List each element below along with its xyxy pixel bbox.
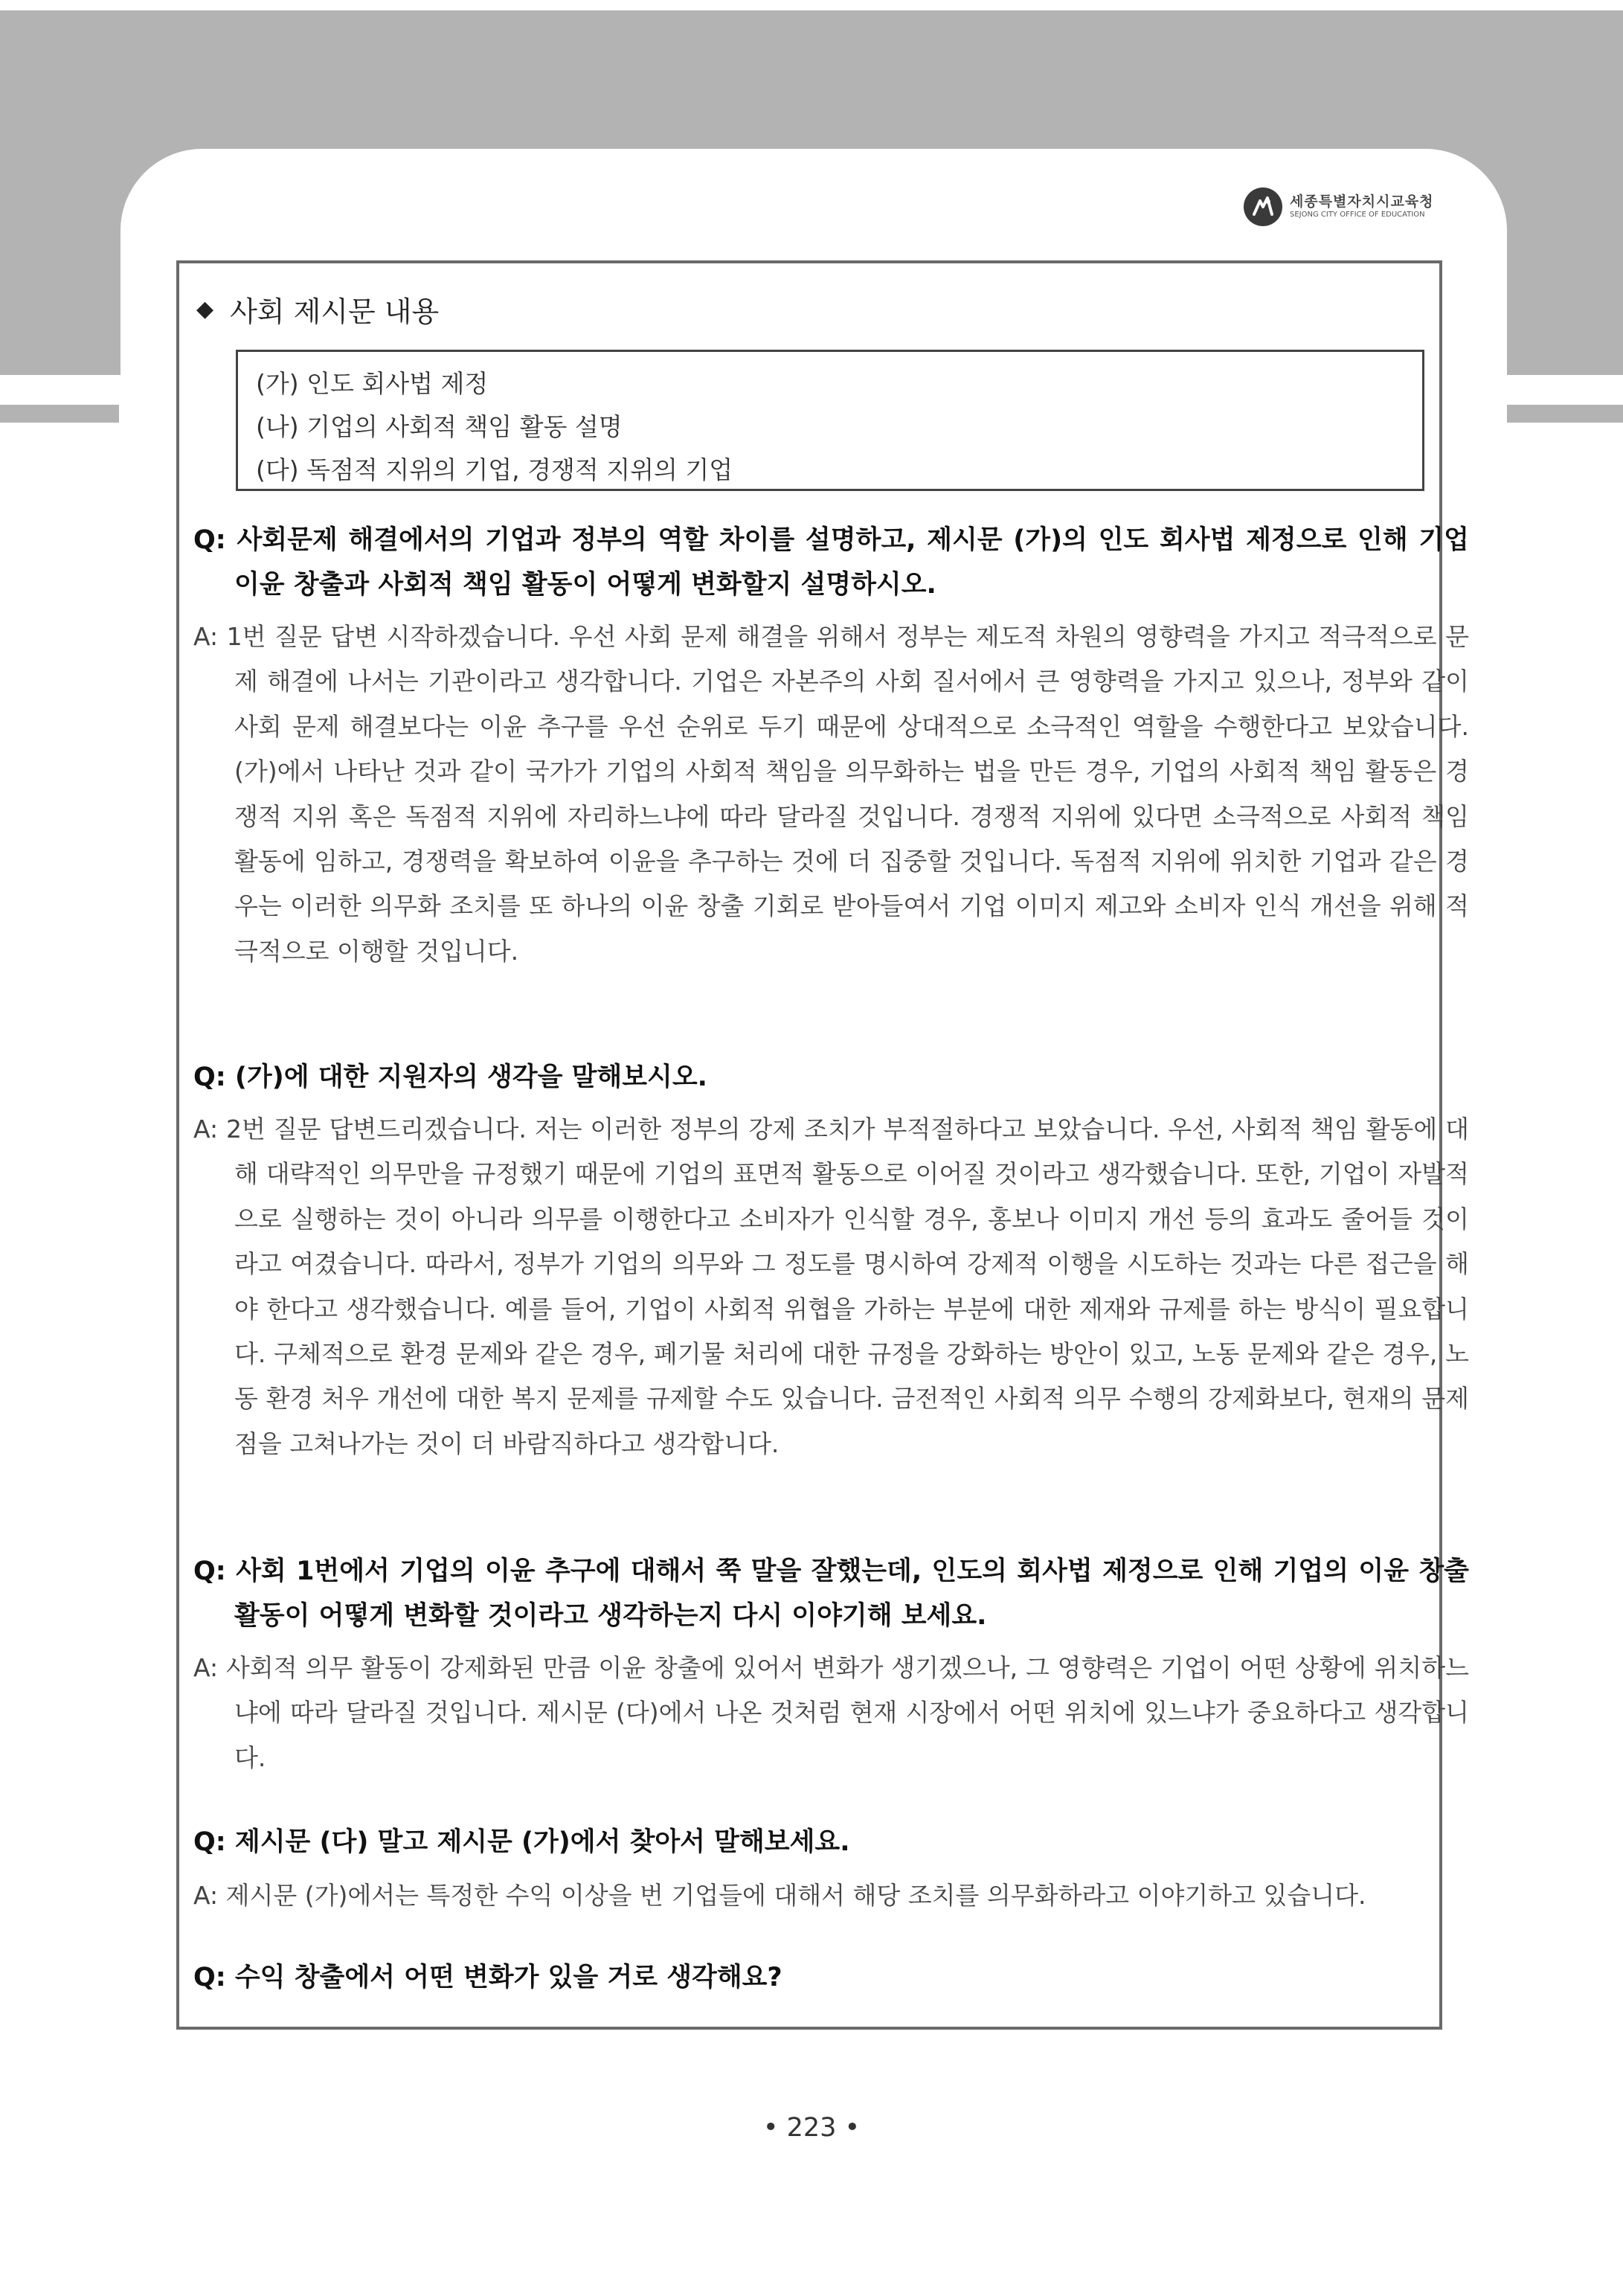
question-1: Q: 사회문제 해결에서의 기업과 정부의 역할 차이를 설명하고, 제시문 (가)의 인도 회사법 제정으로 인해 기업 이윤 창출과 사회적 책임 활동이 어떻게 변화할지 설명하시오. xyxy=(193,525,1469,600)
page-number: • 223 • xyxy=(762,2113,861,2143)
prompt-item: (다) 독점적 지위의 기업, 경쟁적 지위의 기업 xyxy=(256,455,733,484)
section-title: 사회 제시문 내용 xyxy=(230,295,440,328)
prompt-box xyxy=(236,350,1424,491)
prompt-item: (나) 기업의 사회적 책임 활동 설명 xyxy=(256,412,623,441)
right-side-strip xyxy=(1507,405,1623,423)
diamond-bullet-icon: ◆ xyxy=(196,296,214,322)
question-5: Q: 수익 창출에서 어떤 변화가 있을 거로 생각해요? xyxy=(193,1963,782,1992)
answer-1: A: 1번 질문 답변 시작하겠습니다. 우선 사회 문제 해결을 위해서 정부는 제도적 차원의 영향력을 가지고 적극적으로 문제 해결에 나서는 기관이라고 생각합니다. 기업은 자본주의 사회 질서에서 큰 영향력을 가지고 있으나, 정부와 같이 사회 문제 해결보다는 이윤 추구를 우선 순위로 두기 때문에 상대적으로 소극적인 역할을 수행한다고 보았습니다. (가)에서 나타난 것과 같이 국가가 기업의 사회적 책임을 의무화하는 법을 만든 경우, 기업의 사회적 책임 활동은 경쟁적 지위 혹은 독점적 지위에 자리하느냐에 따라 달라질 것입니다. 경쟁적 지위에 있다면 소극적으로 사회적 책임 활동에 임하고, 경쟁력을 확보하여 이윤을 추구하는 것에 더 집중할 것입니다. 독점적 지위에 위치한 기업과 같은 경우는 이러한 의무화 조치를 또 하나의 이윤 창출 기회로 받아들여서 기업 이미지 제고와 소비자 인식 개선을 위해 적극적으로 이행할 것입니다. xyxy=(193,622,1469,966)
logo-korean-name: 세종특별자치시교육청 xyxy=(1290,193,1434,211)
question-4: Q: 제시문 (다) 말고 제시문 (가)에서 찾아서 말해보세요. xyxy=(193,1827,850,1857)
logo-text xyxy=(1290,194,1434,219)
logo-english-name: SEJONG CITY OFFICE OF EDUCATION xyxy=(1290,211,1425,219)
answer-2: A: 2번 질문 답변드리겠습니다. 저는 이러한 정부의 강제 조치가 부적절하다고 보았습니다. 우선, 사회적 책임 활동에 대해 대략적인 의무만을 규정했기 때문에 기업의 표면적 활동으로 이어질 것이라고 생각했습니다. 또한, 기업이 자발적으로 실행하는 것이 아니라 의무를 이행한다고 소비자가 인식할 경우, 홍보나 이미지 개선 등의 효과도 줄어들 것이라고 여겼습니다. 따라서, 정부가 기업의 의무와 그 정도를 명시하여 강제적 이행을 시도하는 것과는 다른 접근을 해야 한다고 생각했습니다. 예를 들어, 기업이 사회적 위협을 가하는 부분에 대한 제재와 규제를 하는 방식이 필요합니다. 구체적으로 환경 문제와 같은 경우, 폐기물 처리에 대한 규정을 강화하는 방안이 있고, 노동 문제와 같은 경우, 노동 환경 처우 개선에 대한 복지 문제를 규제할 수도 있습니다. 금전적인 사회적 의무 수행의 강제화보다, 현재의 문제점을 고쳐나가는 것이 더 바람직하다고 생각합니다. xyxy=(193,1115,1469,1458)
answer-3: A: 사회적 의무 활동이 강제화된 만큼 이윤 창출에 있어서 변화가 생기겠으나, 그 영향력은 기업이 어떤 상황에 위치하느냐에 따라 달라질 것입니다. 제시문 (다)에서 나온 것처럼 현재 시장에서 어떤 위치에 있느냐가 중요하다고 생각합니다. xyxy=(193,1653,1469,1772)
question-2: Q: (가)에 대한 지원자의 생각을 말해보시오. xyxy=(193,1062,707,1092)
prompt-item: (가) 인도 회사법 제정 xyxy=(256,369,489,398)
section-heading xyxy=(196,289,439,330)
left-side-strip xyxy=(0,405,119,423)
sejong-emblem-icon xyxy=(1244,187,1282,226)
question-3: Q: 사회 1번에서 기업의 이윤 추구에 대해서 쭉 말을 잘했는데, 인도의 회사법 제정으로 인해 기업의 이윤 창출 활동이 어떻게 변화할 것이라고 생각하는지 다시 이야기해 보세요. xyxy=(193,1556,1469,1631)
sejong-education-logo xyxy=(1244,186,1467,228)
answer-4: A: 제시문 (가)에서는 특정한 수익 이상을 번 기업들에 대해서 해당 조치를 의무화하라고 이야기하고 있습니다. xyxy=(193,1881,1366,1910)
